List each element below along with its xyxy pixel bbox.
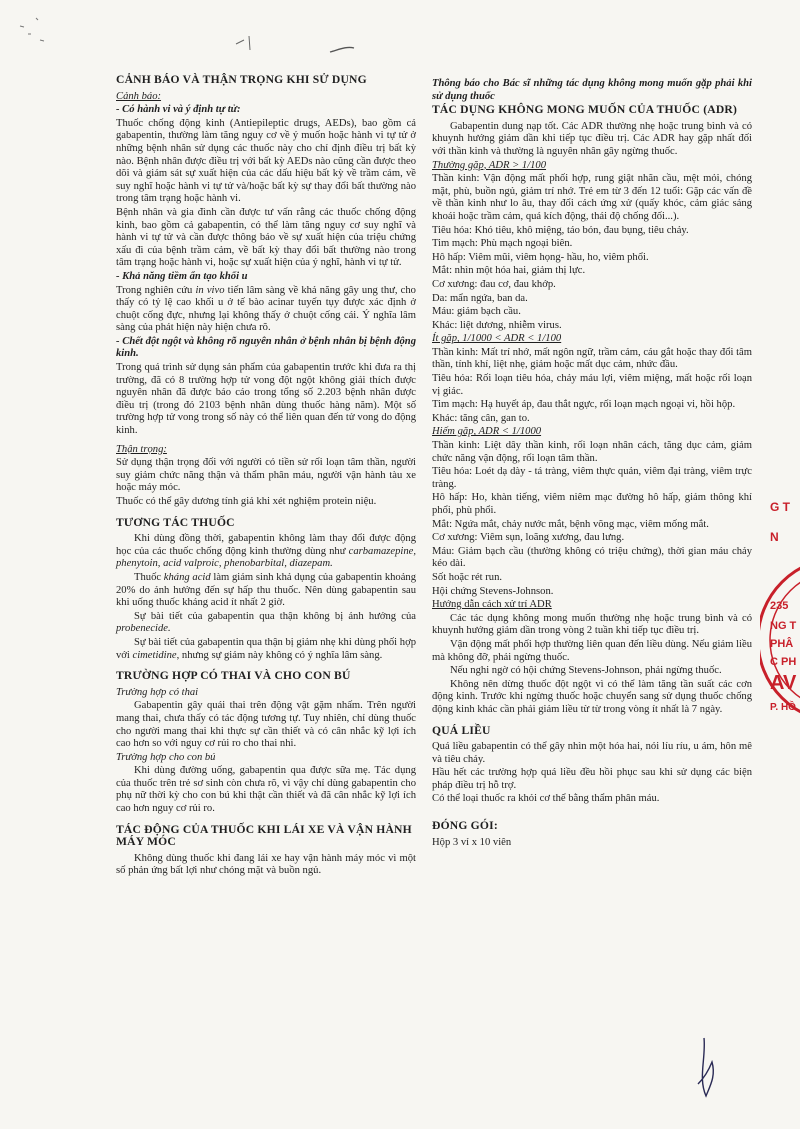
interactions-paragraph-4 bbox=[116, 637, 416, 662]
interact3-text-a: Sự bài tiết của gabapentin qua thận không bị ảnh hưởng của bbox=[134, 610, 416, 622]
guide-item: Các tác dụng không mong muốn thường nhẹ hoặc trung bình và có khuynh hướng giảm dần trong vòng 2 tuần khi tiếp tục điều trị. bbox=[432, 612, 752, 637]
tumor-text-a: Trong nghiên cứu bbox=[116, 284, 196, 296]
common-item: Tim mạch: Phù mạch ngoại biên. bbox=[432, 238, 573, 250]
stamp-text-4: NG T bbox=[770, 620, 797, 632]
company-stamp bbox=[760, 500, 800, 740]
overdose-item: Hầu hết các trường hợp quá liều đều hồi phục sau khi sử dụng các biện pháp điều trị hỗ trợ. bbox=[432, 767, 752, 791]
common-item: Hô hấp: Viêm mũi, viêm họng- hầu, ho, viêm phổi. bbox=[432, 251, 649, 263]
interact4-text-a: Sự bài tiết của gabapentin qua thận bị giảm nhẹ khi dùng phối hợp với bbox=[116, 636, 416, 661]
pregnancy-subheading: Trường hợp có thai bbox=[116, 686, 199, 698]
guide-item: Nếu nghi ngờ có hội chứng Stevens-Johnson, phải ngừng thuốc. bbox=[450, 665, 722, 677]
overdose-item: Quá liều gabapentin có thể gây nhìn một hóa hai, nói líu ríu, u ám, hôn mê và tiêu chảy. bbox=[432, 741, 752, 765]
stamp-text-8: P. HỒ bbox=[770, 702, 796, 713]
uncommon-item: Tiêu hóa: Rối loạn tiêu hóa, chảy máu lợi, viêm miệng, mất hoặc rối loạn vị giác. bbox=[432, 373, 752, 397]
common-item: Da: mẩn ngứa, ban da. bbox=[432, 292, 528, 304]
rare-item: Tiêu hóa: Loét dạ dày - tá tràng, viêm thực quản, viêm đại tràng, viêm trực tràng. bbox=[432, 466, 752, 490]
interact3-text-b: probenecide. bbox=[116, 623, 171, 635]
stamp-text-1: N bbox=[770, 530, 779, 544]
interact2-text-b: kháng acid bbox=[163, 571, 211, 583]
signature-mark bbox=[690, 1030, 730, 1110]
interact4-text-b: cimetidine bbox=[132, 649, 177, 661]
common-item: Khác: liệt dương, nhiễm virus. bbox=[432, 319, 562, 331]
uncommon-heading: Ít gặp, 1/1000 < ADR < 1/100 bbox=[432, 333, 562, 345]
right-column bbox=[432, 78, 752, 850]
suicide-paragraph-1: Thuốc chống động kinh (Antiepileptic drugs, AEDs), bao gồm cả gabapentin, thường làm tăng nguy cơ về ý muốn hoặc hành vi tự tử ở những bệnh nhân sử dụng các thuốc này cho chỉ định điều trị bất kỳ nào. Bệnh nhân được điều trị với bất kỳ AEDs nào cũng cần được theo dõi và giám sát sự xuất hiện của các dấu hiệu bất kỳ về trầm cảm, về suy nghĩ hoặc hành vi tự tử và/hoặc bất kỳ sự thay đổi bất thường nào trong tâm trạng hoặc hành vi. bbox=[116, 117, 416, 205]
caution-paragraph-2: Thuốc có thể gây dương tính giả khi xét nghiệm protein niệu. bbox=[116, 496, 377, 507]
suicide-paragraph-2: Bệnh nhân và gia đình cần được tư vấn rằng các thuốc chống động kinh, bao gồm cả gabapentin, có thể làm tăng nguy cơ suy nghĩ và hành vi tự tử và cần được thông báo về sự xuất hiện của triệu chứng xấu đi của bệnh trầm cảm, về bất kỳ thay đổi bất thường nào trong tâm trạng hoặc hành vi, hoặc sự xuất hiện của ý nghĩ, hành vi tự tử. bbox=[116, 206, 416, 269]
guide-heading: Hướng dẫn cách xử trí ADR bbox=[432, 599, 552, 611]
suicide-heading: - Có hành vi và ý định tự tử: bbox=[116, 104, 241, 116]
adr-intro: Gabapentin dung nạp tốt. Các ADR thường nhẹ hoặc trung bình và có khuynh hướng giảm dần khi tiếp tục điều trị. Các ADR hay gặp nhất đối với thần kinh và thường là nguyên nhân gây ngừng thuốc. bbox=[432, 120, 752, 157]
stamp-text-5: PHÂ bbox=[770, 638, 794, 650]
pregnancy-title: TRƯỜNG HỢP CÓ THAI VÀ CHO CON BÚ bbox=[116, 669, 351, 683]
sudden-death-paragraph: Trong quá trình sử dụng sản phẩm của gabapentin trước khi đưa ra thị trường, đã có 8 trường hợp tử vong đột ngột không giải thích được nguyên nhân đã được báo cáo trong tổng số 2.203 bệnh nhân được điều trị (trong đó 2103 bệnh nhân dùng thuốc hàng năm). Một số trường hợp tử vong trong số này có thể liên quan đến tử vong do động kinh. bbox=[116, 362, 416, 437]
tumor-text-c: tiến lâm sàng về khả năng gây ung thư, cho thấy có tỷ lệ cao khối u ở tế bào acinar tuyến tụy được xác định ở chuột cống đực, nhưng lại không thấy ở chuột cống cái. Ý nghĩa lâm sàng của phát hiện này hiện chưa rõ. bbox=[116, 284, 416, 334]
tumor-text-b: in vivo bbox=[195, 284, 225, 296]
caution-paragraph-1: Sử dụng thận trọng đối với người có tiền sử rối loạn tâm thần, người suy giảm chức năng thận và thẩm phân máu, người vận hành tàu xe hoặc máy móc. bbox=[116, 457, 416, 494]
breastfeeding-paragraph: Khi dùng đường uống, gabapentin qua được sữa mẹ. Tác dụng của thuốc trên trẻ sơ sinh còn chưa rõ, vì vậy chỉ dùng gabapentin cho phụ nữ thời kỳ cho con bú khi thật cần thiết và đã cân nhắc kỹ lợi ích cao hơn nguy cơ rủi ro. bbox=[116, 765, 416, 815]
interactions-paragraph-3 bbox=[116, 611, 416, 636]
rare-item: Sốt hoặc rét run. bbox=[432, 571, 503, 583]
stamp-text-6: C PH bbox=[770, 656, 797, 668]
doctor-notice: Thông báo cho Bác sĩ những tác dụng không mong muốn gặp phải khi sử dụng thuốc bbox=[432, 78, 752, 102]
pregnancy-paragraph: Gabapentin gây quái thai trên động vật gặm nhấm. Trên người mang thai, chưa thấy có tác động tương tự. Tuy nhiên, chỉ dùng thuốc cho người mang thai khi thực sự cần thiết và có cân nhắc kỹ lợi ích cao hơn so với nguy cơ rủi ro cho thai nhi. bbox=[116, 700, 416, 750]
uncommon-item: Khác: tăng cân, gan to. bbox=[432, 412, 530, 424]
interact4-text-c: , nhưng sự giảm này không có ý nghĩa lâm sàng. bbox=[176, 649, 383, 661]
interact2-text-a: Thuốc bbox=[134, 571, 164, 583]
interact2-text-c: làm giảm sinh khả dụng của gabapentin khoảng 20% do ảnh hưởng đến sự hấp thu thuốc. Nên dùng gabapentin sau khi uống thuốc kháng acid ít nhất 2 giờ. bbox=[116, 571, 417, 609]
interact-text-a: Khi dùng đồng thời, gabapentin không làm thay đổi được động học của các thuốc chống động kinh thường dùng như bbox=[116, 533, 416, 557]
rare-item: Thần kinh: Liệt dây thần kinh, rối loạn nhân cách, tăng dục cảm, giảm chức năng vận động, rối loạn tâm thần. bbox=[432, 440, 752, 464]
tumor-paragraph bbox=[116, 285, 416, 335]
stamp-text-3: 235 bbox=[770, 600, 789, 612]
rare-heading: Hiếm gặp, ADR < 1/1000 bbox=[432, 426, 542, 438]
interactions-paragraph-1 bbox=[116, 533, 416, 571]
guide-item: Không nên dừng thuốc đột ngột vì có thể làm tăng tần suất các cơn động kinh. Trước khi ngừng thuốc hoặc chuyển sang sử dụng thuốc chống động kinh khác cần phải giảm liều từ từ trong vòng ít nhất là 7 ngày. bbox=[432, 678, 752, 715]
sudden-death-heading: - Chết đột ngột và không rõ nguyên nhân ở bệnh nhân bị bệnh động kinh. bbox=[116, 335, 416, 360]
tumor-heading: - Khả năng tiềm ẩn tạo khối u bbox=[116, 270, 248, 282]
common-item: Thần kinh: Vận động mất phối hợp, rung giật nhãn cầu, mệt mỏi, chóng mặt, phù, buồn ngủ, giảm trí nhớ. Trẻ em từ 3 đến 12 tuổi: Gặp các vấn đề về thần kinh như lo âu, thay đổi cách ứng xử (quấy khóc, cảm giác sảng khoái hoặc trầm cảm, quá kích động, thái độ chống đối...). bbox=[432, 173, 752, 222]
rare-item: Hô hấp: Ho, khàn tiếng, viêm niêm mạc đường hô hấp, giảm thông khí phổi, phù phổi. bbox=[432, 492, 752, 516]
common-item: Cơ xương: đau cơ, đau khớp. bbox=[432, 278, 556, 290]
common-item: Mắt: nhìn một hóa hai, giảm thị lực. bbox=[432, 265, 586, 277]
adr-title: TÁC DỤNG KHÔNG MONG MUỐN CỦA THUỐC (ADR) bbox=[432, 103, 738, 117]
breastfeeding-subheading: Trường hợp cho con bú bbox=[116, 751, 216, 763]
driving-title: TÁC ĐỘNG CỦA THUỐC KHI LÁI XE VÀ VẬN HÀNH MÁY MÓC bbox=[116, 822, 412, 849]
rare-item: Cơ xương: Viêm sụn, loãng xương, đau lưng. bbox=[432, 532, 625, 544]
stamp-text-7: AV bbox=[770, 672, 797, 694]
caution-subheading: Thận trọng: bbox=[116, 443, 167, 455]
driving-paragraph: Không dùng thuốc khi đang lái xe hay vận hành máy móc vì một số phản ứng bất lợi như chóng mặt và buồn ngủ. bbox=[116, 852, 416, 877]
uncommon-item: Tim mạch: Hạ huyết áp, đau thắt ngực, rối loạn mạch ngoại vi, hồi hộp. bbox=[432, 399, 736, 411]
scan-marks bbox=[0, 0, 800, 70]
warnings-title: CẢNH BÁO VÀ THẬN TRỌNG KHI SỬ DỤNG bbox=[116, 73, 367, 86]
common-item: Tiêu hóa: Khó tiêu, khô miệng, táo bón, đau bụng, tiêu chảy. bbox=[432, 224, 689, 236]
interactions-paragraph-2 bbox=[116, 572, 416, 610]
packaging-text: Hộp 3 vỉ x 10 viên bbox=[432, 836, 512, 848]
left-column bbox=[116, 74, 416, 879]
rare-item: Hội chứng Stevens-Johnson. bbox=[432, 585, 554, 597]
interactions-title: TƯƠNG TÁC THUỐC bbox=[116, 515, 235, 529]
overdose-item: Có thể loại thuốc ra khỏi cơ thể bằng thẩm phân máu. bbox=[432, 793, 660, 805]
stamp-text-2: G T bbox=[770, 500, 790, 514]
overdose-title: QUÁ LIỀU bbox=[432, 723, 491, 737]
rare-item: Máu: Giảm bạch cầu (thường không có triệu chứng), thời gian máu chảy kéo dài. bbox=[432, 545, 752, 570]
rare-item: Mắt: Ngứa mắt, chảy nước mắt, bệnh võng mạc, viêm mống mắt. bbox=[432, 518, 709, 530]
common-heading: Thường gặp, ADR > 1/100 bbox=[432, 159, 547, 171]
guide-item: Vận động mất phối hợp thường liên quan đến liều dùng. Nếu giảm liều mà không đỡ, phải ngừng thuốc. bbox=[432, 638, 752, 663]
uncommon-item: Thần kinh: Mất trí nhớ, mất ngôn ngữ, trầm cảm, cáu gắt hoặc thay đổi tâm thần, tính khí, liệt nhẹ, giảm hoặc mất dục cảm, nhức đầu. bbox=[432, 346, 752, 371]
packaging-title: ĐÓNG GÓI: bbox=[432, 819, 498, 833]
warnings-subheading: Cảnh báo: bbox=[116, 90, 162, 102]
common-item: Máu: giảm bạch cầu. bbox=[432, 306, 521, 318]
interact-drugs: carbamazepine, phenytoin, acid valproic, phenobarbital, diazepam. bbox=[116, 545, 416, 570]
